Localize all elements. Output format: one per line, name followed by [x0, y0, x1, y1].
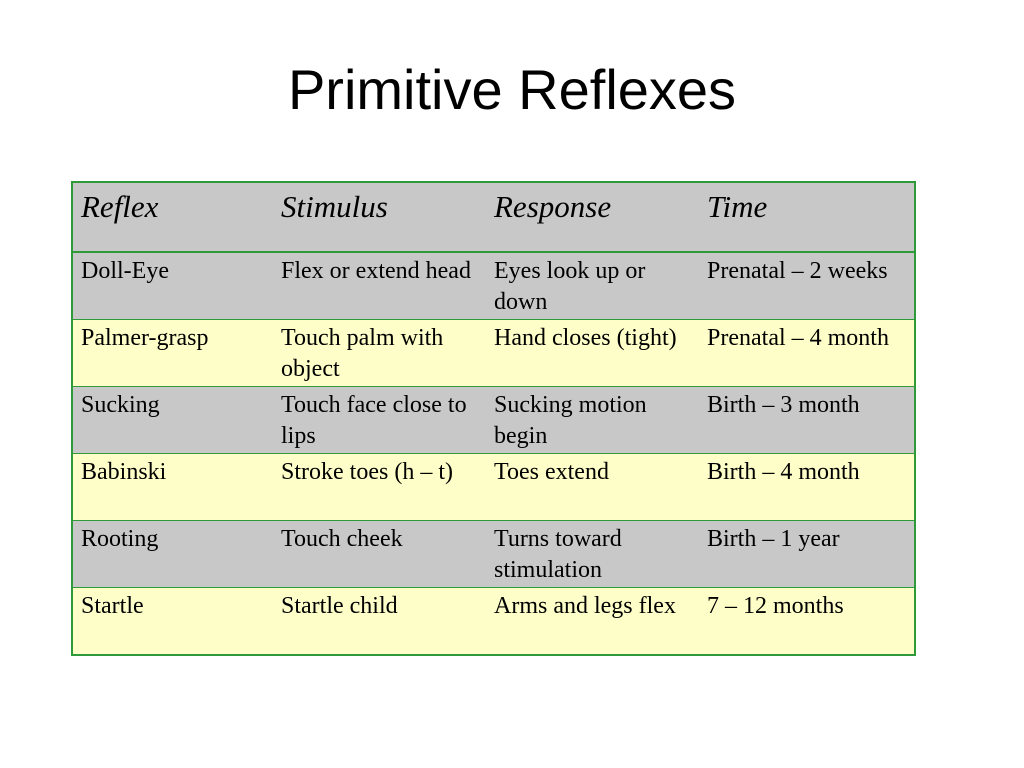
cell-stimulus: Touch cheek [273, 521, 486, 588]
reflex-table [71, 181, 916, 656]
cell-response: Arms and legs flex [486, 588, 699, 656]
cell-time: 7 – 12 months [699, 588, 915, 656]
cell-reflex: Rooting [72, 521, 273, 588]
table-row [72, 588, 915, 656]
table-row [72, 521, 915, 588]
cell-reflex: Doll-Eye [72, 252, 273, 320]
cell-reflex: Palmer-grasp [72, 320, 273, 387]
cell-response: Toes extend [486, 454, 699, 521]
cell-stimulus: Flex or extend head [273, 252, 486, 320]
table-header-row [72, 182, 915, 252]
cell-stimulus: Stroke toes (h – t) [273, 454, 486, 521]
table-row [72, 454, 915, 521]
header-time: Time [699, 182, 915, 252]
cell-stimulus: Startle child [273, 588, 486, 656]
table-row [72, 320, 915, 387]
header-response: Response [486, 182, 699, 252]
table-row [72, 252, 915, 320]
cell-stimulus: Touch face close to lips [273, 387, 486, 454]
table-row [72, 387, 915, 454]
header-stimulus: Stimulus [273, 182, 486, 252]
slide-title: Primitive Reflexes [287, 58, 737, 121]
cell-reflex: Startle [72, 588, 273, 656]
cell-reflex: Sucking [72, 387, 273, 454]
cell-response: Hand closes (tight) [486, 320, 699, 387]
cell-reflex: Babinski [72, 454, 273, 521]
header-reflex: Reflex [72, 182, 273, 252]
cell-time: Birth – 1 year [699, 521, 915, 588]
cell-time: Prenatal – 2 weeks [699, 252, 915, 320]
cell-response: Turns toward stimulation [486, 521, 699, 588]
cell-response: Eyes look up or down [486, 252, 699, 320]
cell-time: Prenatal – 4 month [699, 320, 915, 387]
cell-time: Birth – 4 month [699, 454, 915, 521]
cell-time: Birth – 3 month [699, 387, 915, 454]
cell-stimulus: Touch palm with object [273, 320, 486, 387]
cell-response: Sucking motion begin [486, 387, 699, 454]
